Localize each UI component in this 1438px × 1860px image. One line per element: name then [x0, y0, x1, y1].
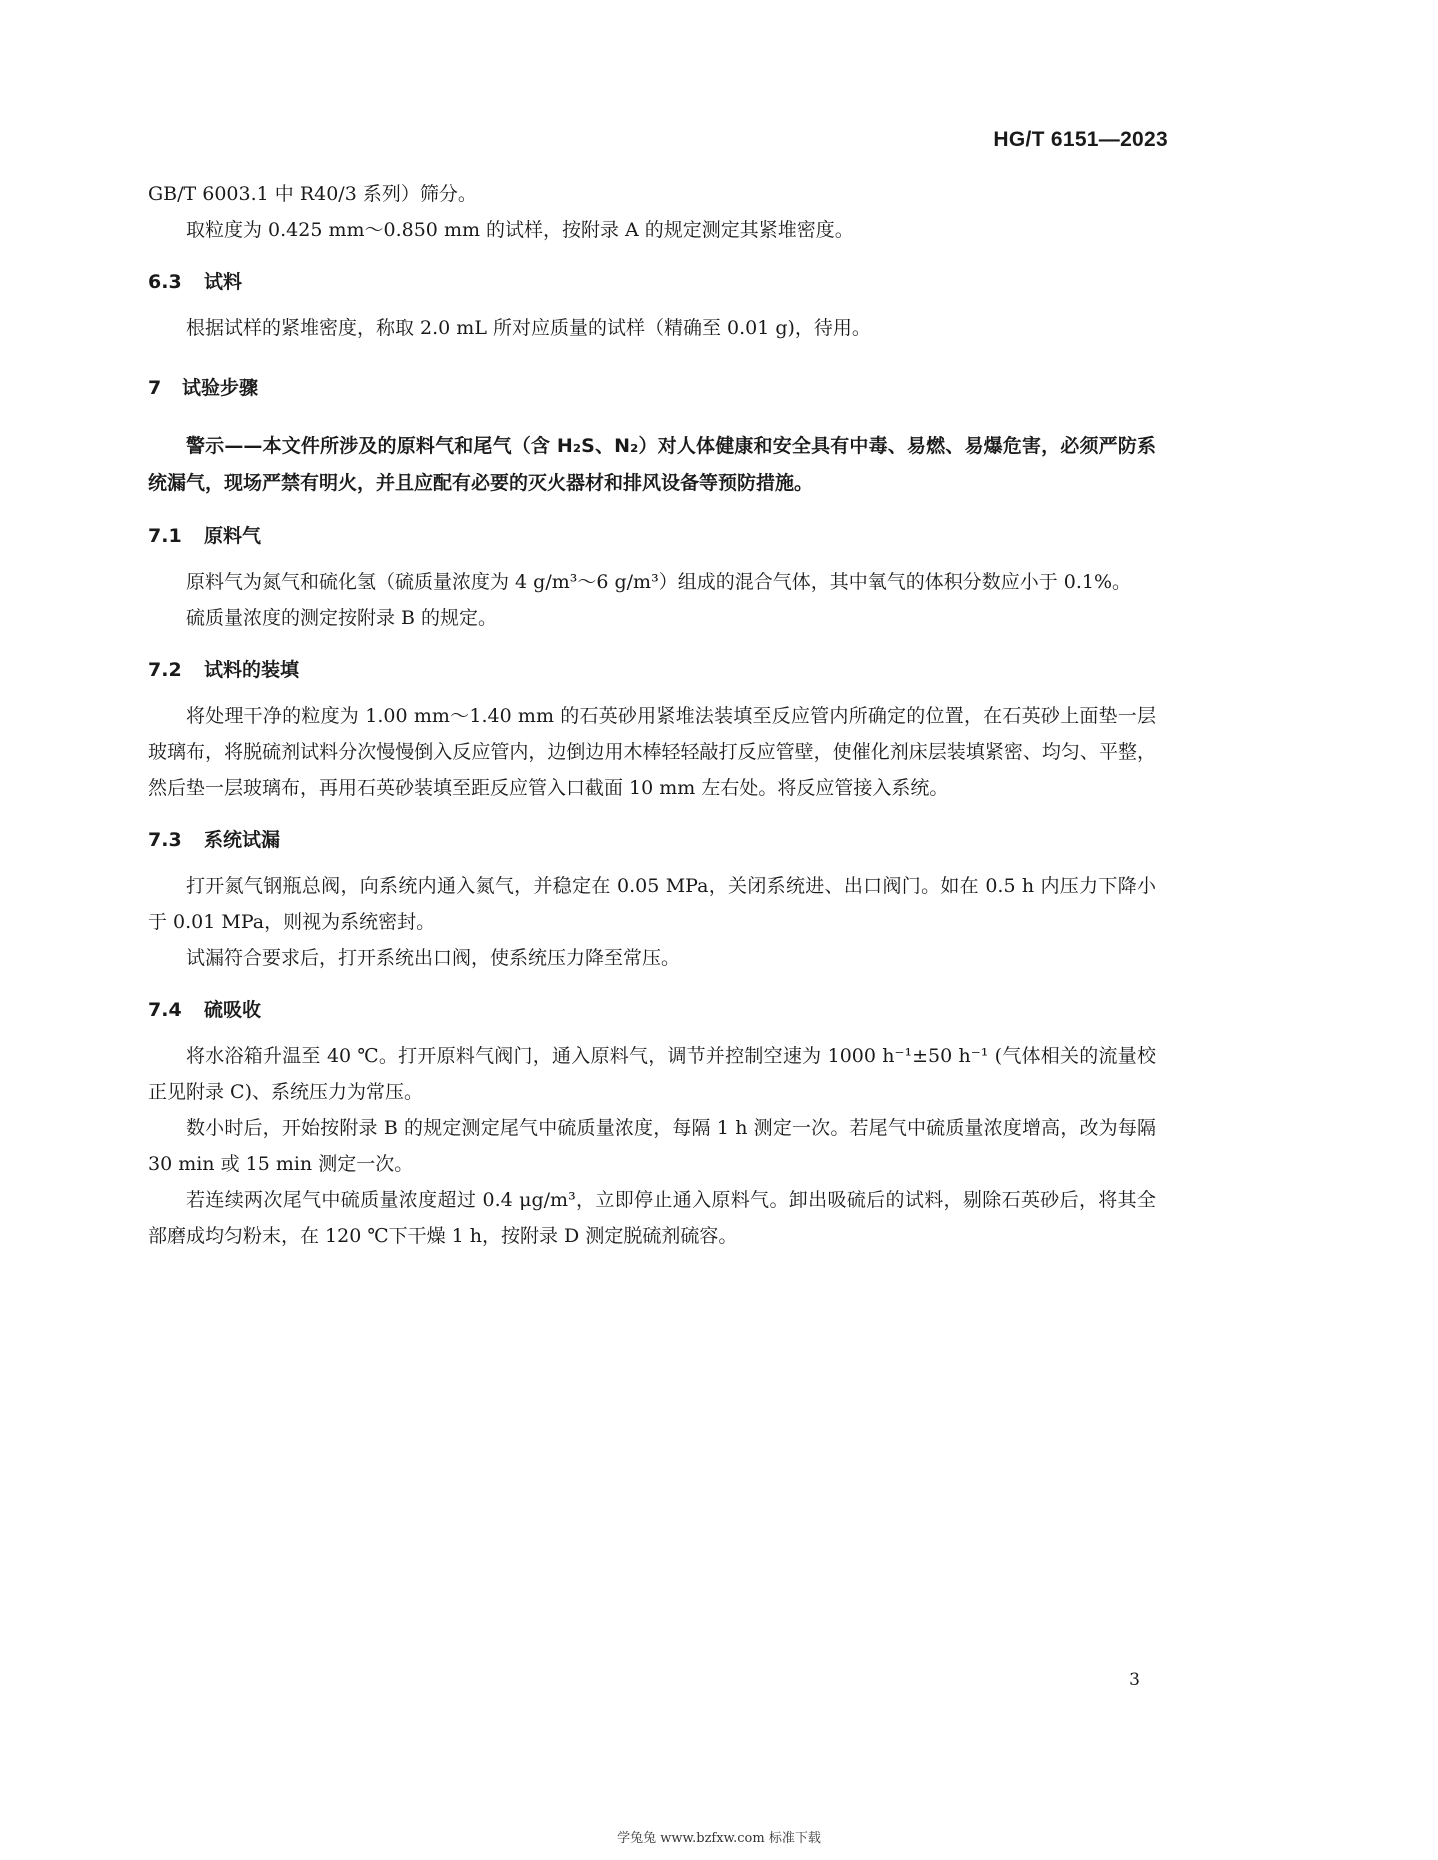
paragraph-bulk-density: 取粒度为 0.425 mm～0.850 mm 的试样，按附录 A 的规定测定其紧堆密度。 [186, 219, 854, 241]
paragraph-sieve-continuation: GB/T 6003.1 中 R40/3 系列）筛分。 [148, 183, 477, 205]
section-heading-7-2 [148, 656, 1156, 684]
footer-watermark: 学兔兔 www.bzfxw.com 标准下载 [617, 1831, 821, 1846]
section-title: 系统试漏 [204, 829, 281, 851]
section-heading-6-3 [148, 268, 1156, 296]
paragraph-tail-gas-measurement: 数小时后，开始按附录 B 的规定测定尾气中硫质量浓度，每隔 1 h 测定一次。若尾气中硫质量浓度增高，改为每隔 30 min 或 15 min 测定一次。 [148, 1117, 1156, 1175]
paragraph-leak-test: 打开氮气钢瓶总阀，向系统内通入氮气，并稳定在 0.05 MPa，关闭系统进、出口阀门。如在 0.5 h 内压力下降小于 0.01 MPa，则视为系统密封。 [148, 875, 1156, 933]
section-heading-7-1 [148, 522, 1156, 550]
section-title: 原料气 [204, 525, 262, 547]
section-number: 7.4 [148, 999, 182, 1021]
section-heading-7-4 [148, 996, 1156, 1024]
safety-warning: 警示——本文件所涉及的原料气和尾气（含 H₂S、N₂）对人体健康和安全具有中毒、易燃、易爆危害，必须严防系统漏气，现场严禁有明火，并且应配有必要的灭火器材和排风设备等预防措施。 [148, 435, 1156, 494]
section-title: 试料 [204, 271, 243, 293]
paragraph-feed-gas: 原料气为氮气和硫化氢（硫质量浓度为 4 g/m³～6 g/m³）组成的混合气体，其中氧气的体积分数应小于 0.1%。 [186, 571, 1132, 593]
section-number: 7.1 [148, 525, 182, 547]
page-number: 3 [1129, 1670, 1140, 1690]
paragraph-sulfur-measurement: 硫质量浓度的测定按附录 B 的规定。 [186, 607, 498, 629]
paragraph-water-bath: 将水浴箱升温至 40 ℃。打开原料气阀门，通入原料气，调节并控制空速为 1000 h⁻¹±50 h⁻¹ (气体相关的流量校正见附录 C)、系统压力为常压。 [148, 1045, 1156, 1103]
chapter-number: 7 [148, 377, 162, 399]
section-heading-7-3 [148, 826, 1156, 854]
paragraph-leak-test-followup: 试漏符合要求后，打开系统出口阀，使系统压力降至常压。 [186, 947, 681, 969]
chapter-heading-7 [148, 374, 1156, 402]
section-number: 6.3 [148, 271, 182, 293]
section-title: 试料的装填 [204, 659, 300, 681]
section-title: 硫吸收 [204, 999, 262, 1021]
paragraph-stop-and-analyze: 若连续两次尾气中硫质量浓度超过 0.4 μg/m³，立即停止通入原料气。卸出吸硫后的试料，剔除石英砂后，将其全部磨成均匀粉末，在 120 ℃下干燥 1 h，按附录 D 测定脱硫剂硫容。 [148, 1189, 1156, 1247]
section-number: 7.2 [148, 659, 182, 681]
section-number: 7.3 [148, 829, 182, 851]
document-body [148, 176, 1156, 1254]
paragraph-packing: 将处理干净的粒度为 1.00 mm～1.40 mm 的石英砂用紧堆法装填至反应管内所确定的位置，在石英砂上面垫一层玻璃布，将脱硫剂试料分次慢慢倒入反应管内，边倒边用木棒轻轻敲打反应管壁，使催化剂床层装填紧密、均匀、平整，然后垫一层玻璃布，再用石英砂装填至距反应管入口截面 10 mm 左右处。将反应管接入系统。 [148, 705, 1156, 799]
standard-code: HG/T 6151—2023 [993, 128, 1168, 151]
paragraph-sample-weighing: 根据试样的紧堆密度，称取 2.0 mL 所对应质量的试样（精确至 0.01 g)，待用。 [186, 317, 871, 339]
chapter-title: 试验步骤 [182, 377, 259, 399]
